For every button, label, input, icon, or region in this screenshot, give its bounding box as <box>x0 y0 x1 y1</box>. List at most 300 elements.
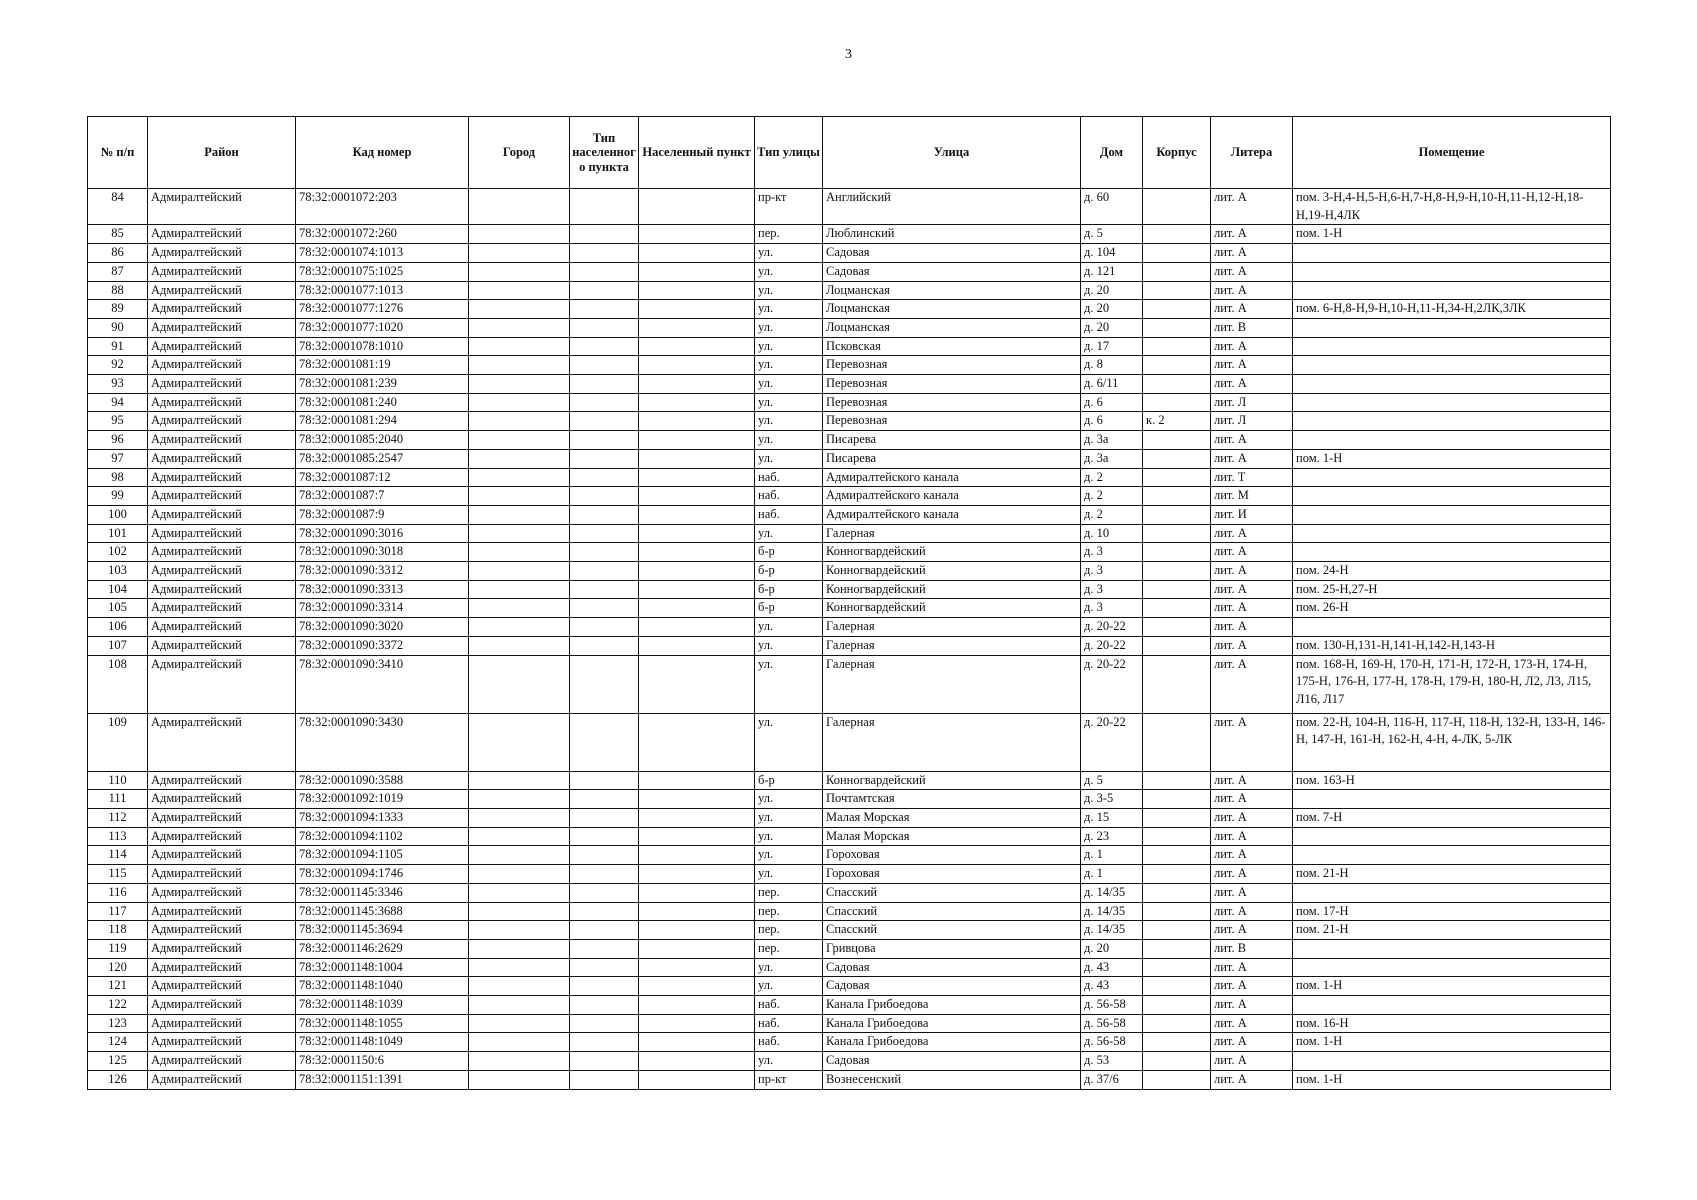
street-cell: Перевозная <box>823 356 1081 375</box>
cadastral-number-cell: 78:32:0001078:1010 <box>296 337 469 356</box>
row-number-cell: 117 <box>88 902 148 921</box>
letter-cell: лит. А <box>1211 977 1293 996</box>
row-number-cell: 111 <box>88 790 148 809</box>
premises-cell <box>1293 939 1611 958</box>
street-type-cell: ул. <box>755 449 823 468</box>
letter-cell: лит. В <box>1211 318 1293 337</box>
building-cell <box>1143 1014 1211 1033</box>
city-cell <box>469 996 570 1015</box>
settlement-cell <box>639 827 755 846</box>
letter-cell: лит. А <box>1211 449 1293 468</box>
street-type-cell: ул. <box>755 244 823 263</box>
row-number-cell: 109 <box>88 713 148 771</box>
street-cell: Галерная <box>823 655 1081 713</box>
settlement-cell <box>639 468 755 487</box>
settlement-cell <box>639 1014 755 1033</box>
premises-cell <box>1293 505 1611 524</box>
settlement-cell <box>639 921 755 940</box>
house-cell: д. 20 <box>1081 281 1143 300</box>
table-row <box>88 281 1611 300</box>
table-row <box>88 1052 1611 1071</box>
city-cell <box>469 412 570 431</box>
district-cell: Адмиралтейский <box>148 524 296 543</box>
house-cell: д. 5 <box>1081 771 1143 790</box>
premises-cell <box>1293 318 1611 337</box>
premises-cell <box>1293 244 1611 263</box>
premises-cell: пом. 130-Н,131-Н,141-Н,142-Н,143-Н <box>1293 636 1611 655</box>
table-row <box>88 618 1611 637</box>
table-row <box>88 958 1611 977</box>
settlement-type-cell <box>570 618 639 637</box>
premises-cell: пом. 1-Н <box>1293 225 1611 244</box>
city-cell <box>469 902 570 921</box>
letter-cell: лит. А <box>1211 902 1293 921</box>
settlement-type-cell <box>570 808 639 827</box>
letter-cell: лит. А <box>1211 189 1293 225</box>
row-number-cell: 118 <box>88 921 148 940</box>
building-cell <box>1143 543 1211 562</box>
house-cell: д. 60 <box>1081 189 1143 225</box>
house-cell: д. 23 <box>1081 827 1143 846</box>
letter-cell: лит. А <box>1211 958 1293 977</box>
street-type-cell: наб. <box>755 1033 823 1052</box>
street-cell: Адмиралтейского канала <box>823 468 1081 487</box>
street-cell: Лоцманская <box>823 281 1081 300</box>
city-cell <box>469 771 570 790</box>
cadastral-number-cell: 78:32:0001145:3346 <box>296 883 469 902</box>
settlement-cell <box>639 449 755 468</box>
premises-cell <box>1293 846 1611 865</box>
district-cell: Адмиралтейский <box>148 808 296 827</box>
letter-cell: лит. А <box>1211 1033 1293 1052</box>
table-row <box>88 636 1611 655</box>
letter-cell: лит. А <box>1211 636 1293 655</box>
district-cell: Адмиралтейский <box>148 977 296 996</box>
house-cell: д. 1 <box>1081 846 1143 865</box>
city-cell <box>469 977 570 996</box>
row-number-cell: 97 <box>88 449 148 468</box>
city-cell <box>469 1014 570 1033</box>
settlement-cell <box>639 618 755 637</box>
cadastral-number-cell: 78:32:0001090:3020 <box>296 618 469 637</box>
street-cell: Почтамтская <box>823 790 1081 809</box>
street-cell: Малая Морская <box>823 808 1081 827</box>
street-type-cell: наб. <box>755 1014 823 1033</box>
district-cell: Адмиралтейский <box>148 846 296 865</box>
cadastral-number-cell: 78:32:0001094:1102 <box>296 827 469 846</box>
street-type-cell: ул. <box>755 524 823 543</box>
table-row <box>88 902 1611 921</box>
letter-cell: лит. А <box>1211 562 1293 581</box>
row-number-cell: 94 <box>88 393 148 412</box>
city-cell <box>469 599 570 618</box>
settlement-type-cell <box>570 412 639 431</box>
building-cell <box>1143 580 1211 599</box>
city-cell <box>469 655 570 713</box>
row-number-cell: 113 <box>88 827 148 846</box>
table-row <box>88 524 1611 543</box>
row-number-cell: 101 <box>88 524 148 543</box>
house-cell: д. 14/35 <box>1081 921 1143 940</box>
row-number-cell: 102 <box>88 543 148 562</box>
cadastral-number-cell: 78:32:0001090:3313 <box>296 580 469 599</box>
city-cell <box>469 580 570 599</box>
letter-cell: лит. А <box>1211 225 1293 244</box>
building-cell <box>1143 771 1211 790</box>
letter-cell: лит. И <box>1211 505 1293 524</box>
district-cell: Адмиралтейский <box>148 375 296 394</box>
settlement-cell <box>639 977 755 996</box>
district-cell: Адмиралтейский <box>148 262 296 281</box>
letter-cell: лит. Л <box>1211 393 1293 412</box>
city-cell <box>469 189 570 225</box>
street-cell: Галерная <box>823 636 1081 655</box>
district-cell: Адмиралтейский <box>148 189 296 225</box>
building-cell <box>1143 468 1211 487</box>
cadastral-number-cell: 78:32:0001087:9 <box>296 505 469 524</box>
letter-cell: лит. А <box>1211 337 1293 356</box>
cadastral-number-cell: 78:32:0001072:203 <box>296 189 469 225</box>
premises-cell <box>1293 958 1611 977</box>
district-cell: Адмиралтейский <box>148 244 296 263</box>
letter-cell: лит. А <box>1211 599 1293 618</box>
premises-cell <box>1293 1052 1611 1071</box>
street-cell: Садовая <box>823 958 1081 977</box>
premises-cell: пом. 163-Н <box>1293 771 1611 790</box>
house-cell: д. 104 <box>1081 244 1143 263</box>
cadastral-number-cell: 78:32:0001094:1746 <box>296 865 469 884</box>
cadastral-number-cell: 78:32:0001090:3588 <box>296 771 469 790</box>
building-cell <box>1143 977 1211 996</box>
building-cell <box>1143 636 1211 655</box>
table-row <box>88 431 1611 450</box>
premises-cell: пом. 17-Н <box>1293 902 1611 921</box>
table-row <box>88 580 1611 599</box>
row-number-cell: 125 <box>88 1052 148 1071</box>
settlement-cell <box>639 1033 755 1052</box>
table-row <box>88 562 1611 581</box>
street-type-cell: пер. <box>755 921 823 940</box>
building-cell <box>1143 808 1211 827</box>
street-type-cell: ул. <box>755 300 823 319</box>
settlement-type-cell <box>570 189 639 225</box>
street-cell: Адмиралтейского канала <box>823 487 1081 506</box>
row-number-cell: 87 <box>88 262 148 281</box>
district-cell: Адмиралтейский <box>148 393 296 412</box>
column-header: № п/п <box>88 117 148 189</box>
column-header: Тип населенного пункта <box>570 117 639 189</box>
street-cell: Английский <box>823 189 1081 225</box>
street-cell: Адмиралтейского канала <box>823 505 1081 524</box>
house-cell: д. 2 <box>1081 505 1143 524</box>
building-cell <box>1143 865 1211 884</box>
street-type-cell: пер. <box>755 225 823 244</box>
house-cell: д. 6/11 <box>1081 375 1143 394</box>
table-row <box>88 771 1611 790</box>
row-number-cell: 91 <box>88 337 148 356</box>
city-cell <box>469 281 570 300</box>
table-row <box>88 1014 1611 1033</box>
cadastral-number-cell: 78:32:0001074:1013 <box>296 244 469 263</box>
premises-cell: пом. 168-Н, 169-Н, 170-Н, 171-Н, 172-Н, 173-Н, 174-Н, 175-Н, 176-Н, 177-Н, 178-Н, 179-Н, 180-Н, Л2, Л3, Л15, Л16, Л17 <box>1293 655 1611 713</box>
cadastral-number-cell: 78:32:0001094:1105 <box>296 846 469 865</box>
building-cell <box>1143 655 1211 713</box>
street-cell: Садовая <box>823 262 1081 281</box>
building-cell <box>1143 883 1211 902</box>
cadastral-number-cell: 78:32:0001087:12 <box>296 468 469 487</box>
letter-cell: лит. А <box>1211 827 1293 846</box>
table-row <box>88 318 1611 337</box>
house-cell: д. 20-22 <box>1081 713 1143 771</box>
street-type-cell: б-р <box>755 562 823 581</box>
letter-cell: лит. А <box>1211 790 1293 809</box>
street-type-cell: наб. <box>755 505 823 524</box>
settlement-cell <box>639 790 755 809</box>
settlement-type-cell <box>570 431 639 450</box>
city-cell <box>469 939 570 958</box>
district-cell: Адмиралтейский <box>148 939 296 958</box>
district-cell: Адмиралтейский <box>148 996 296 1015</box>
settlement-type-cell <box>570 996 639 1015</box>
table-row <box>88 713 1611 771</box>
building-cell <box>1143 1033 1211 1052</box>
premises-cell: пом. 25-Н,27-Н <box>1293 580 1611 599</box>
letter-cell: лит. А <box>1211 846 1293 865</box>
building-cell <box>1143 921 1211 940</box>
letter-cell: лит. А <box>1211 262 1293 281</box>
city-cell <box>469 300 570 319</box>
city-cell <box>469 808 570 827</box>
building-cell <box>1143 356 1211 375</box>
table-row <box>88 356 1611 375</box>
letter-cell: лит. А <box>1211 356 1293 375</box>
house-cell: д. 43 <box>1081 977 1143 996</box>
street-cell: Галерная <box>823 713 1081 771</box>
house-cell: д. 20 <box>1081 300 1143 319</box>
row-number-cell: 105 <box>88 599 148 618</box>
premises-cell <box>1293 487 1611 506</box>
premises-cell <box>1293 468 1611 487</box>
cadastral-number-cell: 78:32:0001145:3688 <box>296 902 469 921</box>
city-cell <box>469 524 570 543</box>
cadastral-number-cell: 78:32:0001087:7 <box>296 487 469 506</box>
row-number-cell: 114 <box>88 846 148 865</box>
table-row <box>88 846 1611 865</box>
cadastral-number-cell: 78:32:0001077:1276 <box>296 300 469 319</box>
street-cell: Канала Грибоедова <box>823 996 1081 1015</box>
settlement-type-cell <box>570 505 639 524</box>
premises-cell <box>1293 543 1611 562</box>
street-cell: Конногвардейский <box>823 599 1081 618</box>
house-cell: д. 20-22 <box>1081 655 1143 713</box>
street-cell: Люблинский <box>823 225 1081 244</box>
cadastral-number-cell: 78:32:0001072:260 <box>296 225 469 244</box>
building-cell <box>1143 1052 1211 1071</box>
settlement-cell <box>639 655 755 713</box>
street-type-cell: ул. <box>755 636 823 655</box>
settlement-type-cell <box>570 524 639 543</box>
street-cell: Гривцова <box>823 939 1081 958</box>
letter-cell: лит. А <box>1211 1052 1293 1071</box>
building-cell <box>1143 244 1211 263</box>
street-type-cell: ул. <box>755 865 823 884</box>
street-cell: Гороховая <box>823 865 1081 884</box>
street-type-cell: пер. <box>755 939 823 958</box>
settlement-cell <box>639 356 755 375</box>
settlement-type-cell <box>570 771 639 790</box>
district-cell: Адмиралтейский <box>148 281 296 300</box>
cadastral-number-cell: 78:32:0001148:1040 <box>296 977 469 996</box>
city-cell <box>469 790 570 809</box>
settlement-type-cell <box>570 375 639 394</box>
premises-cell: пом. 1-Н <box>1293 449 1611 468</box>
settlement-type-cell <box>570 580 639 599</box>
premises-cell <box>1293 393 1611 412</box>
street-type-cell: наб. <box>755 996 823 1015</box>
column-header: Улица <box>823 117 1081 189</box>
settlement-cell <box>639 636 755 655</box>
letter-cell: лит. А <box>1211 543 1293 562</box>
cadastral-number-cell: 78:32:0001090:3312 <box>296 562 469 581</box>
table-row <box>88 865 1611 884</box>
table-row <box>88 655 1611 713</box>
settlement-type-cell <box>570 449 639 468</box>
settlement-cell <box>639 958 755 977</box>
settlement-type-cell <box>570 225 639 244</box>
cadastral-number-cell: 78:32:0001090:3410 <box>296 655 469 713</box>
district-cell: Адмиралтейский <box>148 618 296 637</box>
row-number-cell: 123 <box>88 1014 148 1033</box>
house-cell: д. 20-22 <box>1081 618 1143 637</box>
district-cell: Адмиралтейский <box>148 1070 296 1089</box>
district-cell: Адмиралтейский <box>148 431 296 450</box>
building-cell <box>1143 713 1211 771</box>
settlement-cell <box>639 939 755 958</box>
premises-cell <box>1293 790 1611 809</box>
registry-table <box>87 116 1611 1090</box>
street-type-cell: ул. <box>755 375 823 394</box>
house-cell: д. 6 <box>1081 393 1143 412</box>
settlement-cell <box>639 580 755 599</box>
table-row <box>88 827 1611 846</box>
house-cell: д. 20 <box>1081 318 1143 337</box>
cadastral-number-cell: 78:32:0001090:3372 <box>296 636 469 655</box>
column-header: Дом <box>1081 117 1143 189</box>
city-cell <box>469 356 570 375</box>
table-row <box>88 300 1611 319</box>
row-number-cell: 108 <box>88 655 148 713</box>
settlement-cell <box>639 846 755 865</box>
street-cell: Писарева <box>823 449 1081 468</box>
street-cell: Садовая <box>823 244 1081 263</box>
settlement-type-cell <box>570 827 639 846</box>
table-row <box>88 393 1611 412</box>
street-type-cell: ул. <box>755 977 823 996</box>
table-row <box>88 468 1611 487</box>
settlement-type-cell <box>570 337 639 356</box>
settlement-cell <box>639 562 755 581</box>
settlement-type-cell <box>570 1014 639 1033</box>
letter-cell: лит. Т <box>1211 468 1293 487</box>
settlement-cell <box>639 543 755 562</box>
settlement-cell <box>639 189 755 225</box>
row-number-cell: 126 <box>88 1070 148 1089</box>
city-cell <box>469 562 570 581</box>
settlement-cell <box>639 412 755 431</box>
street-type-cell: наб. <box>755 487 823 506</box>
street-type-cell: ул. <box>755 790 823 809</box>
house-cell: д. 56-58 <box>1081 996 1143 1015</box>
premises-cell <box>1293 431 1611 450</box>
city-cell <box>469 468 570 487</box>
premises-cell <box>1293 524 1611 543</box>
row-number-cell: 104 <box>88 580 148 599</box>
row-number-cell: 92 <box>88 356 148 375</box>
letter-cell: лит. А <box>1211 996 1293 1015</box>
street-cell: Конногвардейский <box>823 543 1081 562</box>
column-header: Помещение <box>1293 117 1611 189</box>
city-cell <box>469 865 570 884</box>
settlement-type-cell <box>570 1070 639 1089</box>
cadastral-number-cell: 78:32:0001081:240 <box>296 393 469 412</box>
cadastral-number-cell: 78:32:0001148:1004 <box>296 958 469 977</box>
street-type-cell: наб. <box>755 468 823 487</box>
settlement-type-cell <box>570 393 639 412</box>
letter-cell: лит. А <box>1211 655 1293 713</box>
city-cell <box>469 262 570 281</box>
settlement-type-cell <box>570 1052 639 1071</box>
premises-cell <box>1293 356 1611 375</box>
settlement-type-cell <box>570 262 639 281</box>
settlement-cell <box>639 318 755 337</box>
street-cell: Перевозная <box>823 375 1081 394</box>
table-row <box>88 505 1611 524</box>
building-cell <box>1143 487 1211 506</box>
column-header: Город <box>469 117 570 189</box>
building-cell <box>1143 996 1211 1015</box>
house-cell: д. 3 <box>1081 562 1143 581</box>
cadastral-number-cell: 78:32:0001081:294 <box>296 412 469 431</box>
district-cell: Адмиралтейский <box>148 543 296 562</box>
building-cell <box>1143 524 1211 543</box>
premises-cell <box>1293 375 1611 394</box>
district-cell: Адмиралтейский <box>148 636 296 655</box>
house-cell: д. 6 <box>1081 412 1143 431</box>
cadastral-number-cell: 78:32:0001085:2547 <box>296 449 469 468</box>
premises-cell: пом. 6-Н,8-Н,9-Н,10-Н,11-Н,34-Н,2ЛК,3ЛК <box>1293 300 1611 319</box>
city-cell <box>469 618 570 637</box>
street-type-cell: б-р <box>755 580 823 599</box>
house-cell: д. 17 <box>1081 337 1143 356</box>
row-number-cell: 88 <box>88 281 148 300</box>
house-cell: д. 3 <box>1081 543 1143 562</box>
cadastral-number-cell: 78:32:0001090:3314 <box>296 599 469 618</box>
letter-cell: лит. А <box>1211 921 1293 940</box>
row-number-cell: 107 <box>88 636 148 655</box>
street-type-cell: ул. <box>755 958 823 977</box>
row-number-cell: 95 <box>88 412 148 431</box>
district-cell: Адмиралтейский <box>148 562 296 581</box>
house-cell: д. 8 <box>1081 356 1143 375</box>
house-cell: д. 2 <box>1081 487 1143 506</box>
settlement-cell <box>639 883 755 902</box>
table-row <box>88 225 1611 244</box>
city-cell <box>469 431 570 450</box>
table-row <box>88 412 1611 431</box>
column-header: Район <box>148 117 296 189</box>
street-type-cell: ул. <box>755 1052 823 1071</box>
street-type-cell: ул. <box>755 713 823 771</box>
